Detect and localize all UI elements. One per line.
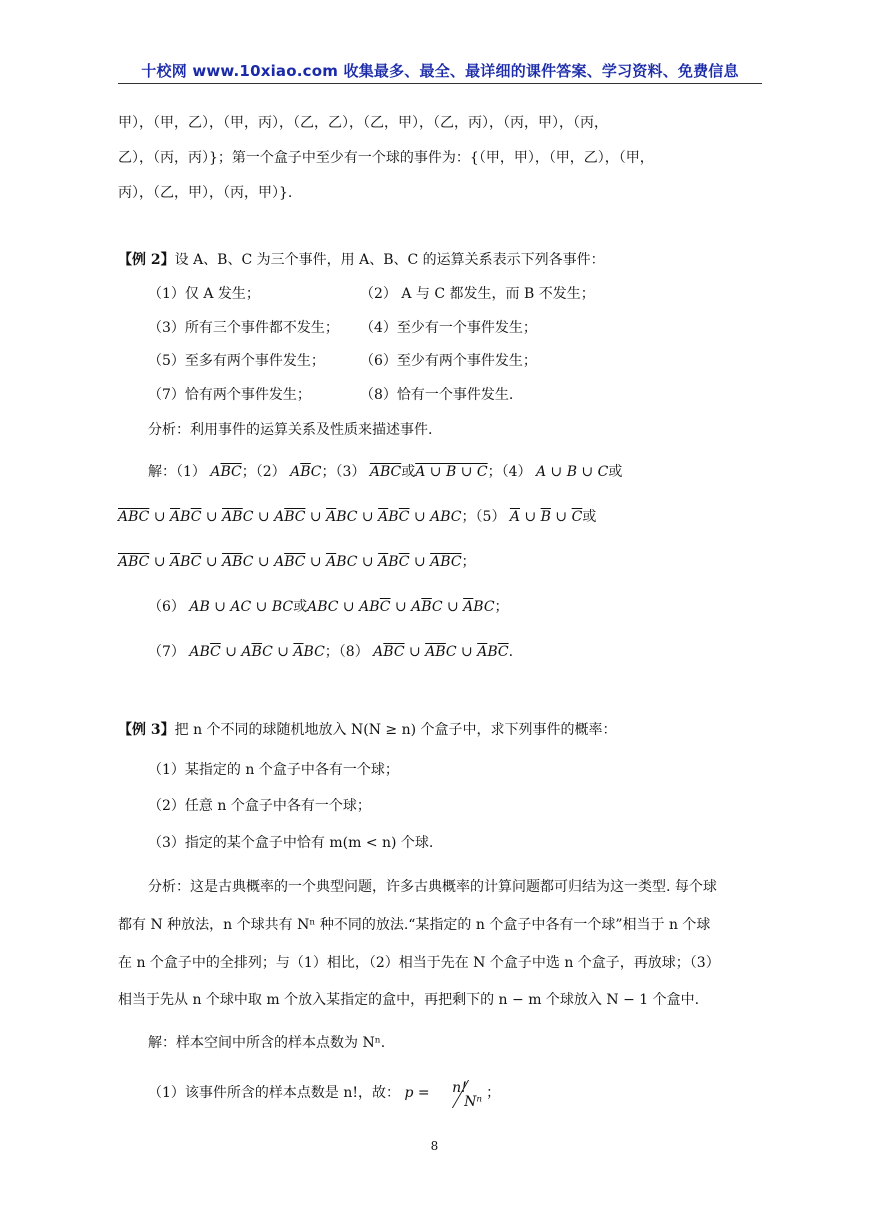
fraction-numerator: n! [452,1080,467,1096]
ex2-item-5: （5）至多有两个事件发生； [148,353,325,369]
example-2-label: 【例 2】 [118,252,175,268]
fraction-denominator: Nⁿ [464,1094,482,1110]
ex2-item-4: （4）至少有一个事件发生； [360,320,537,336]
example-3-text: 把 n 个不同的球随机地放入 N(N ≥ n) 个盒子中，求下列事件的概率： [174,722,617,738]
ex2-item-3: （3）所有三个事件都不发生； [148,320,339,336]
example-3-intro [118,720,617,740]
ex2-item-7: （7）恰有两个事件发生； [148,387,311,403]
page-number: 8 [430,1139,439,1153]
prev-line-1: 甲），（甲，乙），（甲，丙），（乙，乙），（乙，甲），（乙，丙），（丙，甲），（丙， [118,115,608,131]
ex2-item-8: （8）恰有一个事件发生. [360,387,514,403]
ex3-analysis-2: 都有 N 种放法，n 个球共有 Nⁿ 种不同的放法.“某指定的 n 个盒子中各有一个球”相当于 n 个球 [118,917,711,933]
ex2-solution-line-2: $\overline{ABC}$ ∪ $\overline{A}B\overline{C}$ ∪ $\overline{AB}C$ ∪ $A\overline{BC}$ ∪ $\overline{A}BC$ ∪ $\overline{A}B\overline{C}$ ∪ ABC；（5） $\overline{A}$ ∪ $\overline{B}$ ∪ $\overline{C}$或 [118,509,597,525]
ex3-solution-2: （1）该事件所含的样本点数是 n!，故： p = n! Nⁿ ； [148,1080,501,1110]
ex2-item-6: （6）至少有两个事件发生； [360,353,537,369]
ex3-analysis-4: 相当于先从 n 个球中取 m 个放入某指定的盒中，再把剩下的 n − m 个球放入 N − 1 个盒中. [118,992,700,1008]
prev-line-2: 乙），（丙，丙）}；第一个盒子中至少有一个球的事件为：{（甲，甲），（甲，乙），（甲， [118,150,654,166]
page-header: 十校网 www.10xiao.com 收集最多、最全、最详细的课件答案、学习资料、免费信息 [141,62,739,80]
ex2-item-2: （2） A 与 C 都发生，而 B 不发生； [360,286,595,302]
header-rule [118,83,762,84]
example-2-text: 设 A、B、C 为三个事件，用 A、B、C 的运算关系表示下列各事件： [174,252,605,268]
ex3-item-2: （2）任意 n 个盒子中各有一个球； [148,798,371,814]
ex2-analysis: 分析：利用事件的运算关系及性质来描述事件. [148,422,433,438]
ex2-solution-line-4: （6） AB ∪ AC ∪ BC或ABC ∪ $AB\overline{C}$ ∪ $A\overline{B}C$ ∪ $\overline{A}BC$； [148,599,509,615]
probability-fraction [434,1078,486,1108]
example-2-intro [118,250,605,270]
ex3-item-1: （1）某指定的 n 个盒子中各有一个球； [148,762,399,778]
ex2-solution-line-3: $\overline{ABC}$ ∪ $\overline{A}B\overline{C}$ ∪ $\overline{AB}C$ ∪ $A\overline{BC}$ ∪ $\overline{A}BC$ ∪ $\overline{A}B\overline{C}$ ∪ $\overline{ABC}$； [118,554,476,570]
ex2-solution-line-5: （7） $AB\overline{C}$ ∪ $A\overline{B}C$ ∪ $\overline{A}BC$；（8） $A\overline{BC}$ ∪ $\overline{AB}C$ ∪ $\overline{A}B\overline{C}$. [148,644,514,660]
ex3-solution-1: 解：样本空间中所含的样本点数为 Nⁿ. [148,1035,386,1051]
ex2-item-1: （1）仅 A 发生； [148,286,260,302]
example-3-label: 【例 3】 [118,722,175,738]
probability-lhs: p = [404,1085,430,1101]
prev-line-3: 丙），（乙，甲），（丙，甲）}. [118,185,293,201]
ex3-item-3: （3）指定的某个盒子中恰有 m(m < n) 个球. [148,835,434,851]
ex3-analysis-3: 在 n 个盒子中的全排列；与（1）相比，（2）相当于先在 N 个盒子中选 n 个盒子，再放球；（3） [118,955,720,971]
ex2-solution-line-1: 解：（1） $A\overline{BC}$；（2） $A\overline{B}C$；（3） $\overline{ABC}$或A ∪ B ∪ C；（4） A ∪ B ∪ C或 [148,464,623,480]
ex3-analysis-1: 分析：这是古典概率的一个典型问题，许多古典概率的计算问题都可归结为这一类型. 每个球 [148,879,717,895]
